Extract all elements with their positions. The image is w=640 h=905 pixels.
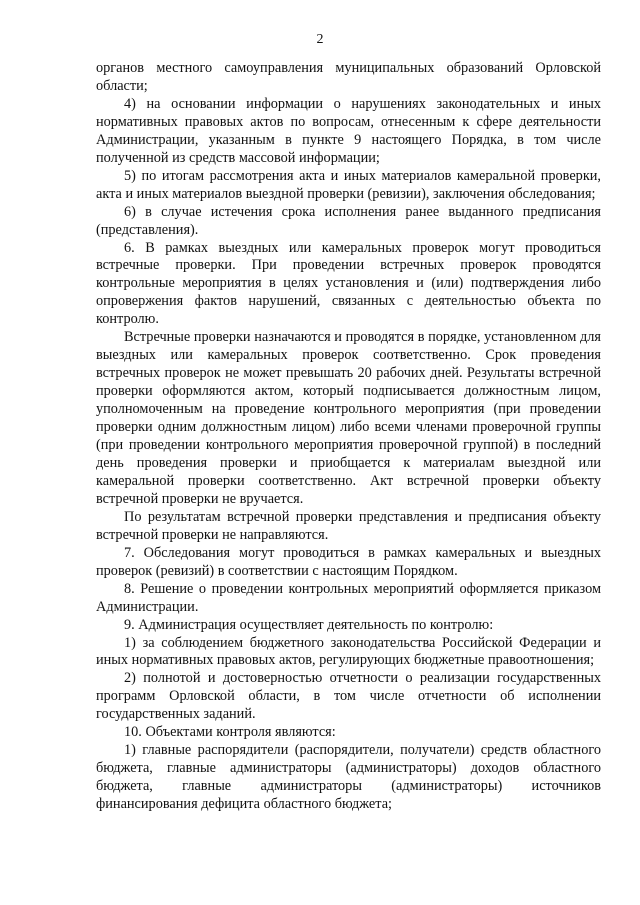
paragraph-section-9: 9. Администрация осуществляет деятельность по контролю: [124, 616, 494, 633]
paragraph-continuation: органов местного самоуправления муниципальных образований Орловской области; [96, 60, 601, 94]
paragraph-section-10: 10. Объектами контроля являются: [124, 724, 336, 741]
paragraph-section-10-item-1: 1) главные распорядители (распорядители, получатели) средств областного бюджета, главные администраторы (администраторы) доходов областного бюджета, главные администраторы (администраторы) источников финансирования дефицита областного бюджета; [96, 742, 601, 813]
paragraph-item-6: 6) в случае истечения срока исполнения ранее выданного предписания (представления). [96, 203, 601, 238]
paragraph-item-5: 5) по итогам рассмотрения акта и иных материалов камеральной проверки, акта и иных материалов выездной проверки (ревизии), заключения обследования; [96, 167, 601, 202]
paragraph-section-7: 7. Обследования могут проводиться в рамках камеральных и выездных проверок (ревизий) в соответствии с настоящим Порядком. [96, 544, 601, 579]
paragraph-section-8: 8. Решение о проведении контрольных мероприятий оформляется приказом Администрации. [96, 580, 601, 615]
paragraph-counter-results: По результатам встречной проверки представления и предписания объекту встречной проверки не направляются. [96, 508, 601, 543]
paragraph-section-9-item-1: 1) за соблюдением бюджетного законодательства Российской Федерации и иных нормативных правовых актов, регулирующих бюджетные правоотношения; [96, 634, 601, 669]
document-body [96, 60, 601, 814]
paragraph-counter-checks: Встречные проверки назначаются и проводятся в порядке, установленном для выездных или камеральных проверок соответственно. Срок проведения встречных проверок не может превышать 20 рабочих дней. Результаты встречной проверки оформляются актом, который подписывается должностным лицом, уполномоченным на проведение контрольного мероприятия (при проведении проверки одним должностным лицом) либо всеми членами проверочной группы (при проведении контрольного мероприятия проверочной группой) в последний день проведения проверки и приобщается к материалам выездной или камеральной проверки соответственно. Акт встречной проверки объекту встречной проверки не вручается. [96, 329, 601, 507]
paragraph-item-4: 4) на основании информации о нарушениях законодательных и иных нормативных правовых актов по вопросам, отнесенным к сфере деятельности Администрации, указанным в пункте 9 настоящего Порядка, в том числе полученной из средств массовой информации; [96, 95, 601, 166]
page-number: 2 [316, 32, 324, 47]
paragraph-section-9-item-2: 2) полнотой и достоверностью отчетности о реализации государственных программ Орловской области, в том числе отчетности об исполнении государственных заданий. [96, 670, 601, 723]
paragraph-section-6: 6. В рамках выездных или камеральных проверок могут проводиться встречные проверки. При проведении встречных проверок проводятся контрольные мероприятия в целях установления и (или) подтверждения либо опровержения фактов нарушений, связанных с деятельностью объекта по контролю. [96, 239, 601, 328]
